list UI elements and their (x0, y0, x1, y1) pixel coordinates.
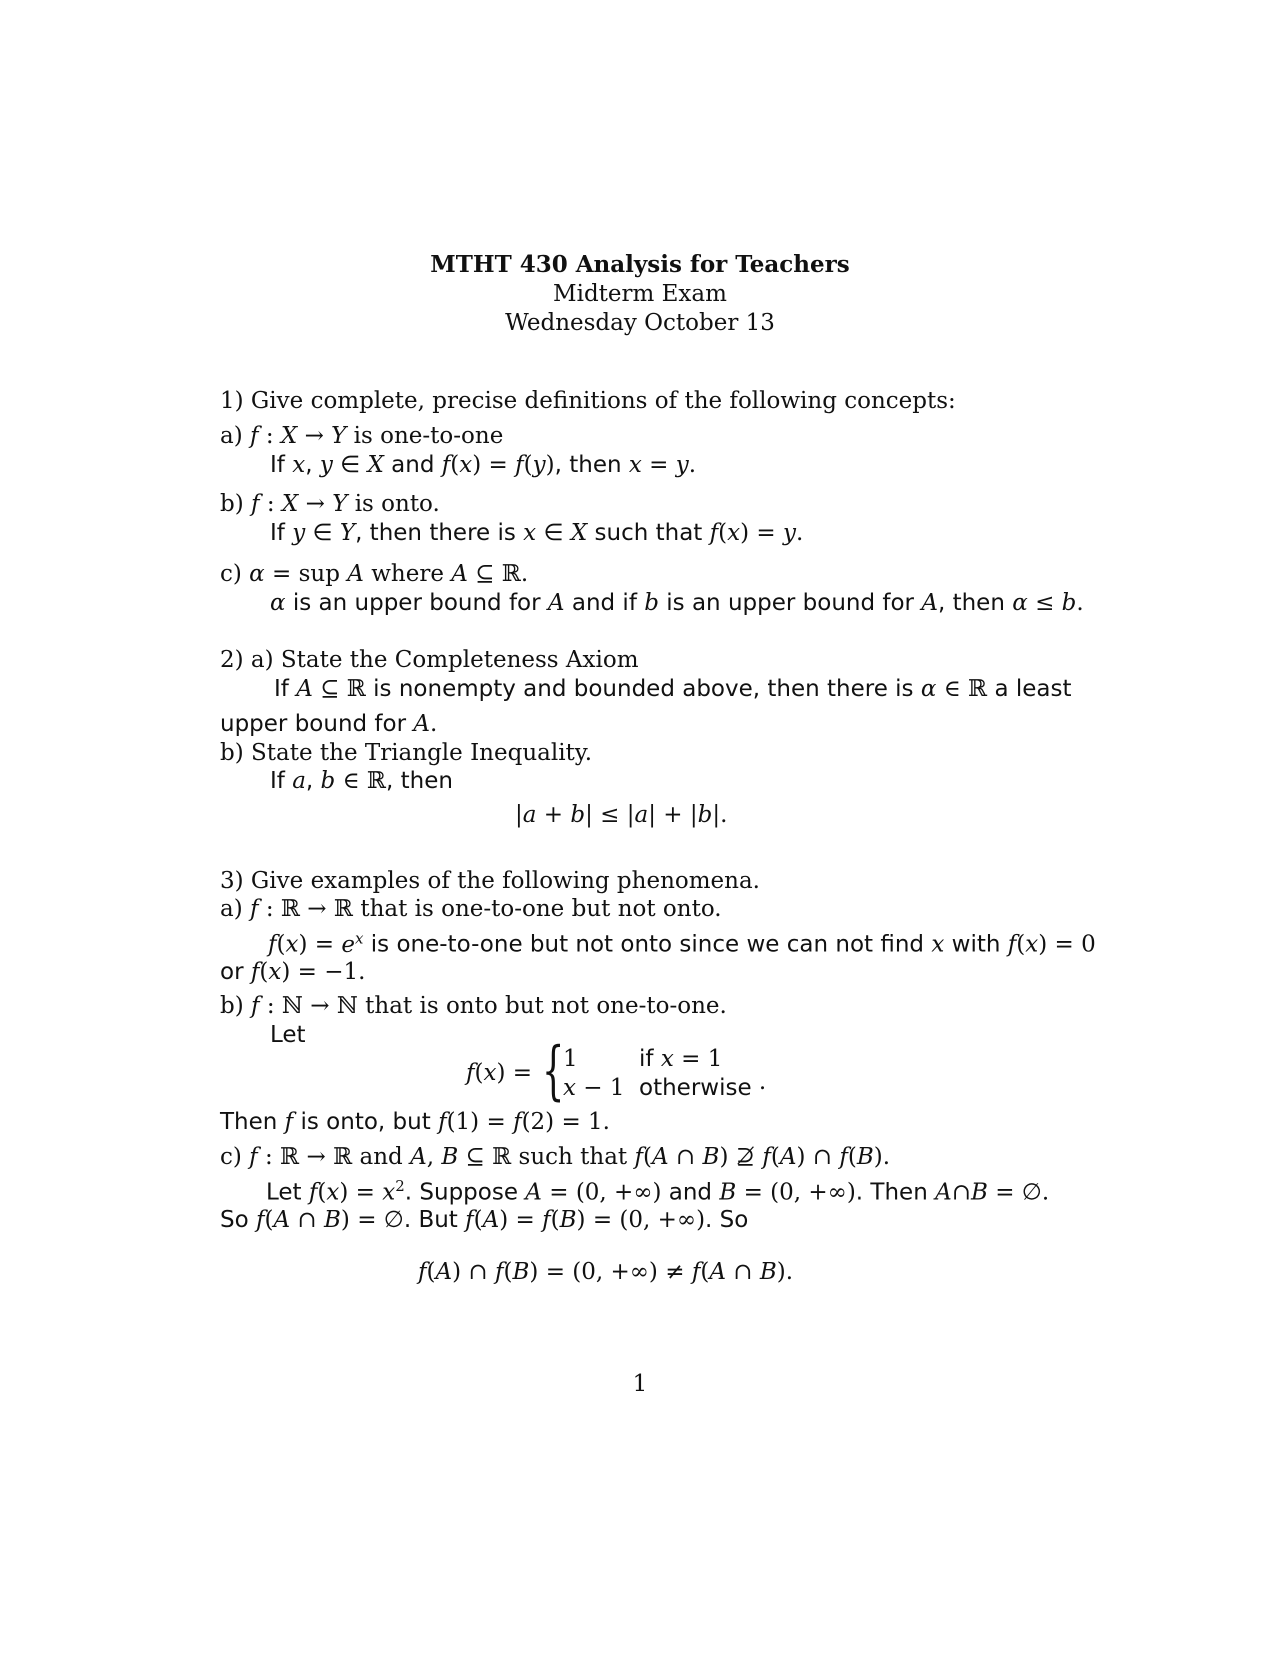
question-3c: c) f : ℝ → ℝ and A, B ⊆ ℝ such that f(A ∩ B) ⊉ f(A) ∩ f(B). (220, 1144, 891, 1170)
question-2a-answer-cont: upper bound for A. (220, 711, 438, 737)
question-3b: b) f : ℕ → ℕ that is onto but not one-to-one. (220, 993, 727, 1019)
question-3c-answer-cont: So f(A ∩ B) = ∅. But f(A) = f(B) = (0, +∞). So (220, 1207, 749, 1233)
question-2a-answer: If A ⊆ ℝ is nonempty and bounded above, then there is α ∈ ℝ a least (274, 676, 1072, 702)
piecewise-lhs: f(x) = (466, 1060, 533, 1086)
question-1c-answer: α is an upper bound for A and if b is an upper bound for A, then α ≤ b. (270, 590, 1084, 616)
piecewise-case-2-condition: otherwise . (639, 1069, 767, 1101)
question-2b-prompt: b) State the Triangle Inequality. (220, 740, 593, 766)
question-3b-let: Let (270, 1022, 306, 1048)
page-title: MTHT 430 Analysis for Teachers (430, 251, 850, 278)
piecewise-case-2-value: x − 1 (563, 1075, 625, 1101)
piecewise-case-1-value: 1 (563, 1046, 578, 1072)
question-3c-answer: Let $f(x) = x^2$. Suppose A = (0, +∞) and B = (0, +∞). Then A∩B = ∅. (266, 1177, 1050, 1206)
page-subtitle: Midterm Exam (553, 281, 727, 307)
page-number: 1 (632, 1371, 648, 1397)
exam-date: Wednesday October 13 (505, 310, 775, 336)
piecewise-case-1-condition: if x = 1 (639, 1046, 723, 1072)
question-1c: c) α = sup A where A ⊆ ℝ. (220, 561, 529, 587)
question-3a-answer-cont: or f(x) = −1. (220, 959, 366, 985)
question-3a-answer: $f(x) = e^x$ is one-to-one but not onto since we can not find x with f(x) = 0 (268, 929, 1096, 958)
question-1b: b) f : X → Y is onto. (220, 491, 440, 517)
question-1-prompt: 1) Give complete, precise definitions of the following concepts: (220, 388, 956, 414)
question-3c-formula: f(A) ∩ f(B) = (0, +∞) ≠ f(A ∩ B). (418, 1259, 794, 1285)
question-1a: a) f : X → Y is one-to-one (220, 423, 504, 449)
question-1a-answer: If x, y ∈ X and f(x) = f(y), then x = y. (270, 452, 697, 478)
triangle-inequality-formula: |a + b| ≤ |a| + |b|. (515, 802, 728, 828)
question-3a: a) f : ℝ → ℝ that is one-to-one but not onto. (220, 896, 722, 922)
question-3-prompt: 3) Give examples of the following phenomena. (220, 868, 760, 894)
question-1b-answer: If y ∈ Y, then there is x ∈ X such that f(x) = y. (270, 520, 804, 546)
question-2a-prompt: 2) a) State the Completeness Axiom (220, 647, 639, 673)
question-3b-conclusion: Then f is onto, but f(1) = f(2) = 1. (220, 1109, 610, 1135)
piecewise-brace: { (542, 1034, 565, 1108)
question-2b-answer: If a, b ∈ ℝ, then (270, 768, 453, 794)
